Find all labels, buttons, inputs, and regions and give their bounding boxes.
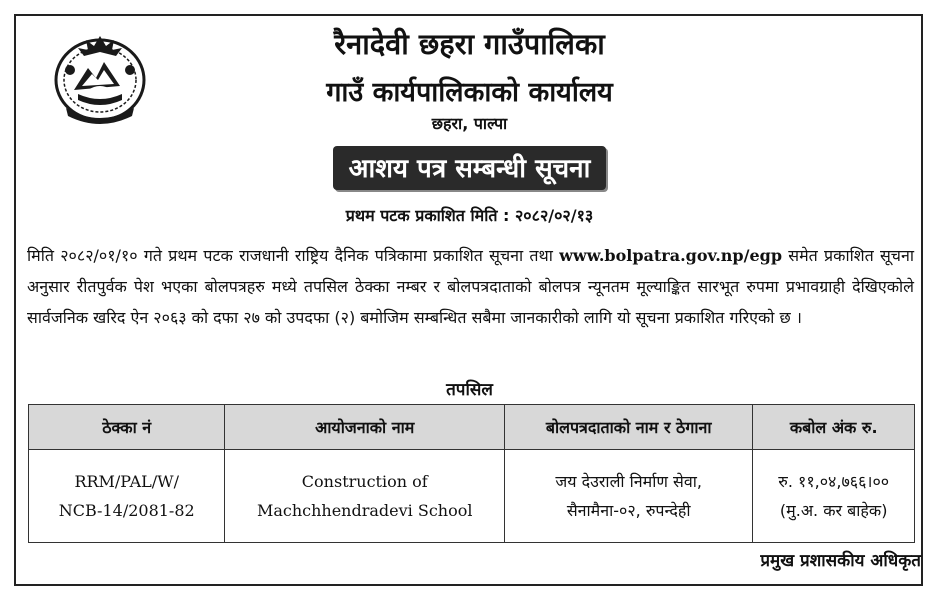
notice-title-wrap bbox=[0, 146, 939, 190]
table-caption: तपसिल bbox=[446, 380, 493, 400]
cell-amount bbox=[753, 450, 915, 543]
notice-body bbox=[27, 240, 914, 333]
municipality-name: रैनादेवी छहरा गाउँपालिका bbox=[334, 27, 605, 61]
cell-bidder bbox=[505, 450, 753, 543]
contract-line2: NCB-14/2081-82 bbox=[58, 501, 195, 520]
project-line1: Construction of bbox=[301, 472, 428, 491]
publish-date: प्रथम पटक प्रकाशित मिति : २०८२/०२/१३ bbox=[345, 206, 594, 225]
cell-contract-no bbox=[29, 450, 225, 543]
cell-project-name bbox=[225, 450, 505, 543]
bidder-line1: जय देउराली निर्माण सेवा, bbox=[555, 472, 702, 491]
header-amount: कबोल अंक रु. bbox=[753, 405, 915, 450]
header-project-name: आयोजनाको नाम bbox=[225, 405, 505, 450]
project-line2: Machchhendradevi School bbox=[256, 501, 473, 520]
body-text-part1: मिति २०८२/०१/१० गते प्रथम पटक राजधानी राष्ट्रिय दैनिक पत्रिकामा प्रकाशित सूचना तथा bbox=[27, 246, 553, 265]
amount-line2: (मु.अ. कर बाहेक) bbox=[779, 501, 888, 520]
notice-title: आशय पत्र सम्बन्धी सूचना bbox=[333, 146, 607, 190]
body-text-part2: समेत प्रकाशित सूचना अनुसार रीतपुर्वक पेश भएका बोलपत्रहरु मध्ये तपसिल ठेक्का नम्बर र बोलपत्रदाताको बोलपत्र न्यूनतम मूल्याङ्कित सारभूत रुपमा प्रभावग्राही देखिएकोले सार्वजनिक खरिद ऐन २०६३ को दफा २७ को उपदफा (२) बमोजिम सम्बन्धित सबैमा जानकारीको लागि यो सूचना प्रकाशित गरिएको छ । bbox=[27, 246, 914, 327]
office-name: गाउँ कार्यपालिकाको कार्यालय bbox=[326, 77, 613, 108]
bid-table bbox=[28, 404, 915, 543]
header-bidder: बोलपत्रदाताको नाम र ठेगाना bbox=[505, 405, 753, 450]
amount-line1: रु. ११,०४,७६६।०० bbox=[778, 472, 890, 491]
header-contract-no: ठेक्का नं bbox=[29, 405, 225, 450]
office-location: छहरा, पाल्पा bbox=[431, 114, 508, 133]
bolpatra-url: www.bolpatra.gov.np/egp bbox=[559, 246, 783, 265]
table-row bbox=[29, 450, 915, 543]
contract-line1: RRM/PAL/W/ bbox=[74, 472, 180, 491]
table-header-row bbox=[29, 405, 915, 450]
bidder-line2: सैनामैना-०२, रुपन्देही bbox=[566, 501, 691, 520]
signatory: प्रमुख प्रशासकीय अधिकृत bbox=[760, 551, 921, 571]
